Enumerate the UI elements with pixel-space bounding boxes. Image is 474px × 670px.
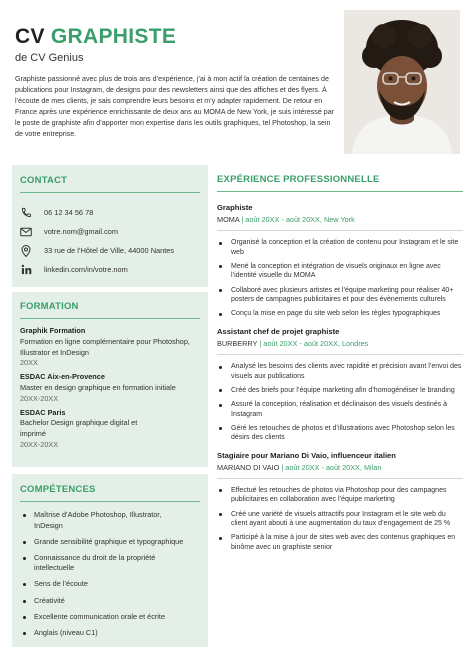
contact-linkedin-text: linkedin.com/in/votre.nom: [44, 265, 128, 274]
contact-linkedin: [20, 260, 200, 279]
job-duties: [217, 362, 463, 443]
skill-item: Connaissance du droit de la propriété intellectuelle: [20, 553, 200, 574]
duty-item: Assuré la conception, réalisation et déclinaison des visuels destinés à Instagram: [217, 400, 463, 419]
formation-item: [20, 408, 200, 451]
job-title: Assistant chef de projet graphiste: [217, 326, 340, 336]
duty-item: Géré les retouches de photos et d’illustrations avec Photoshop selon les désirs des clients: [217, 424, 463, 443]
contact-phone-text: 06 12 34 56 78: [44, 208, 94, 217]
job-dates: août 20XX - août 20XX, Milan: [285, 462, 382, 472]
formation-school: Graphik Formation: [20, 326, 86, 335]
formation-title: FORMATION: [20, 301, 79, 312]
page-title: [15, 24, 335, 50]
duty-item: Créé des briefs pour l’équipe marketing afin d’homogénéiser le branding: [217, 386, 463, 396]
cv-header: [15, 24, 335, 64]
job-title: Graphiste: [217, 203, 253, 212]
job-meta: [217, 463, 463, 472]
job-dates: août 20XX - août 20XX, New York: [245, 215, 355, 224]
skills-list: [20, 510, 200, 638]
contact-email: [20, 222, 200, 241]
job-company: MARIANO DI VAIO: [217, 462, 280, 472]
formation-section: [12, 292, 208, 467]
job-separator: |: [241, 215, 244, 224]
formation-years: 20XX-20XX: [20, 393, 59, 403]
profile-photo: [344, 10, 460, 154]
formation-desc: Master en design graphique en formation initiale: [20, 382, 176, 392]
contact-section: [12, 165, 208, 287]
skill-item: Maîtrise d’Adobe Photoshop, Illustrator, InDesign: [20, 510, 200, 531]
experience-title: EXPÉRIENCE PROFESSIONNELLE: [217, 174, 380, 185]
contact-address-text: 33 rue de l’Hôtel de Ville, 44000 Nantes: [44, 246, 175, 255]
skill-item: Anglais (niveau C1): [20, 628, 200, 639]
job-company: MOMA: [217, 215, 240, 224]
section-divider: [20, 192, 200, 193]
job-separator: |: [281, 462, 284, 472]
competences-section: [12, 474, 208, 647]
job-duties: [217, 238, 463, 319]
mail-icon: [20, 226, 32, 238]
skill-item: Grande sensibilité graphique et typographique: [20, 537, 200, 548]
linkedin-icon: [20, 264, 32, 276]
contact-email-text: votre.nom@gmail.com: [44, 227, 119, 236]
duty-item: Participé à la mise à jour de sites web avec des contenus graphiques en binôme avec un graphiste senior: [217, 533, 463, 552]
section-divider: [20, 318, 200, 319]
job-divider: [217, 230, 463, 231]
duty-item: Organisé la conception et la création de contenu pour Instagram et le site web: [217, 238, 463, 257]
formation-school: ESDAC Paris: [20, 407, 66, 417]
formation-item: [20, 372, 200, 404]
contact-title: CONTACT: [20, 175, 68, 186]
duty-item: Conçu la mise en page du site web selon les règles typographiques: [217, 309, 463, 319]
job-separator: |: [259, 338, 262, 348]
job-title: Stagiaire pour Mariano Di Vaio, influenceur italien: [217, 450, 396, 460]
job-divider: [217, 354, 463, 355]
duty-item: Créé une variété de visuels attractifs pour Instagram et le site web du client ayant abouti à une augmentation du taux d’engagement de 25 %: [217, 510, 463, 529]
duty-item: Collaboré avec plusieurs artistes et l’équipe marketing pour réaliser 40+ posters de campagnes publicitaires et pour des évènements culturels: [217, 286, 463, 305]
job-entry: [217, 203, 463, 319]
skill-item: Sens de l’écoute: [20, 579, 200, 590]
location-icon: [20, 245, 32, 257]
job-divider: [217, 478, 463, 479]
contact-phone: [20, 203, 200, 222]
job-dates: août 20XX - août 20XX, Londres: [263, 338, 369, 348]
intro-paragraph: Graphiste passionné avec plus de trois ans d’expérience, j’ai à mon actif la création de centaines de publications pour Instagram, de designs pour des newsletters ainsi que des affiches et des flyers. À l’écoute de mes clients, je sais comprendre leurs besoins et m’y adapter rapidement. De retour en France après une expérience enrichissante de deux ans au MOMA de New York, je suis intéressé par le poste de graphiste afin d’apporter mon expertise dans les outils graphiques, tel Photoshop, la sein de votre entreprise.: [15, 75, 334, 138]
duty-item: Effectué les retouches de photos via Photoshop pour des campagnes publicitaires en collaboration avec l’équipe marketing: [217, 486, 463, 505]
job-entry: [217, 451, 463, 553]
contact-address: [20, 241, 200, 260]
job-meta: [217, 215, 463, 224]
experience-section: [217, 174, 463, 557]
formation-years: 20XX: [20, 358, 38, 368]
formation-desc: Formation en ligne complémentaire pour Photoshop, Illustrator et InDesign: [20, 336, 190, 357]
competences-title: COMPÉTENCES: [20, 484, 96, 495]
title-prefix: CV: [15, 25, 45, 48]
title-accent: GRAPHISTE: [50, 25, 177, 48]
section-divider: [217, 191, 463, 192]
duty-item: Mené la conception et intégration de visuels originaux en ligne avec l’identité visuelle du MOMA: [217, 262, 463, 281]
job-entry: [217, 327, 463, 443]
duty-item: Analysé les besoins des clients avec rapidité et précision avant l’envoi des visuels aux publications: [217, 362, 463, 381]
formation-item: [20, 326, 200, 369]
skill-item: Excellente communication orale et écrite: [20, 612, 200, 623]
formation-years: 20XX-20XX: [20, 439, 59, 449]
page-subtitle: de CV Genius: [15, 52, 84, 64]
job-duties: [217, 486, 463, 553]
skill-item: Créativité: [20, 596, 200, 607]
section-divider: [20, 501, 200, 502]
phone-icon: [20, 207, 32, 219]
formation-desc: Bachelor Design graphique digital et imprimé: [20, 418, 138, 439]
job-company: BURBERRY: [217, 338, 258, 348]
formation-school: ESDAC Aix-en-Provence: [20, 372, 105, 382]
job-meta: [217, 339, 463, 348]
